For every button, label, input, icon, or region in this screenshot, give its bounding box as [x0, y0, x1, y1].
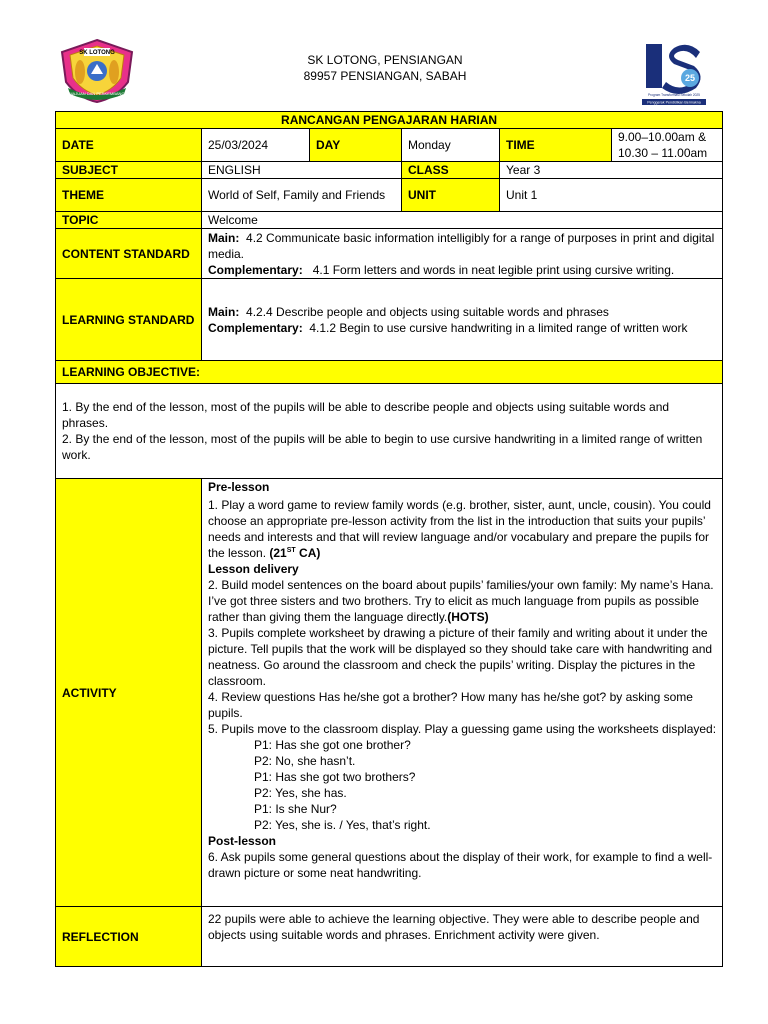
objective-row [56, 384, 723, 479]
time-value-1: 9.00–10.00am & [618, 130, 707, 144]
content-main: 4.2 Communicate basic information intelligibly for a range of purposes in print and digital media. [208, 230, 715, 261]
school-crest-logo [58, 38, 136, 104]
school-name: SK LOTONG, PENSIANGAN [307, 53, 463, 67]
activity-row [56, 479, 723, 907]
theme-value: World of Self, Family and Friends [202, 179, 402, 212]
reflection-value: 22 pupils were able to achieve the learning objective. They were able to describe people and objects using suitable words and phrases. Enrichment activity were given. [202, 907, 723, 967]
learning-objective-value [56, 384, 723, 479]
objective-label-row [56, 361, 723, 384]
theme-row [56, 179, 723, 212]
reflection-label: REFLECTION [56, 907, 202, 967]
content-main-label: Main: [208, 230, 240, 245]
step-1-tag-sup: ST [286, 547, 296, 554]
time-label: TIME [500, 129, 612, 162]
topic-label: TOPIC [56, 212, 202, 229]
activity-step-3: 3. Pupils complete worksheet by drawing a picture of their family and writing about it under the picture. Tell pupils that the work will be displayed so they should take care with handwriting and neatness. Go around the classroom and check the pupils’ writing. Display the pictures in the classroom. [208, 626, 713, 688]
learning-main-label: Main: [208, 304, 240, 319]
step-1-tag-b: CA) [295, 546, 321, 560]
time-value [612, 129, 723, 162]
content-standard-row [56, 229, 723, 279]
content-standard-value [202, 229, 723, 279]
post-lesson-heading: Post-lesson [208, 834, 277, 848]
reflection-row [56, 907, 723, 967]
topic-row [56, 212, 723, 229]
program-logo-text: Program Transformasi Sekolah 2025 [648, 93, 700, 97]
program-logo [640, 38, 708, 108]
unit-value: Unit 1 [500, 179, 723, 212]
learning-standard-label: LEARNING STANDARD [56, 279, 202, 361]
class-value: Year 3 [500, 162, 723, 179]
date-row [56, 129, 723, 162]
dialogue-line: P1: Has she got one brother? [254, 738, 411, 752]
objective-2: 2. By the end of the lesson, most of the pupils will be able to begin to use cursive handwriting in a limited range of written work. [62, 432, 703, 462]
learning-standard-row [56, 279, 723, 361]
day-value: Monday [402, 129, 500, 162]
learning-comp-label: Complementary: [208, 320, 303, 335]
title-row [56, 112, 723, 129]
learning-standard-value [202, 279, 723, 361]
activity-value [202, 479, 723, 907]
svg-text:25: 25 [684, 73, 696, 83]
lesson-delivery-heading: Lesson delivery [208, 562, 299, 576]
subject-label: SUBJECT [56, 162, 202, 179]
crest-motto: KEMAJUAN DAN PERKEMBANGAN [63, 91, 131, 96]
learning-comp: 4.1.2 Begin to use cursive handwriting in a limited range of written work [309, 320, 688, 335]
learning-objective-label: LEARNING OBJECTIVE: [56, 361, 723, 384]
lesson-plan-table [55, 111, 723, 967]
pre-lesson-heading: Pre-lesson [208, 480, 270, 494]
dialogue-line: P2: No, she hasn’t. [254, 754, 356, 768]
dialogue-line: P2: Yes, she is. / Yes, that’s right. [254, 818, 431, 832]
date-label: DATE [56, 129, 202, 162]
learning-main: 4.2.4 Describe people and objects using suitable words and phrases [246, 304, 609, 319]
dialogue-line: P1: Has she got two brothers? [254, 770, 416, 784]
crest-label: SK LOTONG [79, 50, 115, 56]
dialogue-line: P1: Is she Nur? [254, 802, 337, 816]
table-title: RANCANGAN PENGAJARAN HARIAN [56, 112, 723, 129]
date-value: 25/03/2024 [202, 129, 310, 162]
subject-value: ENGLISH [202, 162, 402, 179]
school-name-block [250, 52, 520, 84]
activity-label: ACTIVITY [56, 479, 202, 907]
activity-step-1: 1. Play a word game to review family words (e.g. brother, sister, aunt, uncle, cousin). You could choose an appropriate pre-lesson activity from the list in the introduction that suits your pupils’ needs and interests and that will review language and/or vocabulary and prepare the pupils for the lesson. [208, 498, 711, 560]
content-comp-label: Complementary: [208, 262, 303, 277]
school-address: 89957 PENSIANGAN, SABAH [303, 69, 467, 83]
objective-1: 1. By the end of the lesson, most of the pupils will be able to describe people and objects using suitable words and phrases. [62, 400, 670, 430]
topic-value: Welcome [202, 212, 723, 229]
activity-step-6: 6. Ask pupils some general questions about the display of their work, for example to find a well-drawn picture or some neat handwriting. [208, 850, 713, 880]
content-standard-label: CONTENT STANDARD [56, 229, 202, 279]
page-header [0, 0, 768, 112]
step-1-tag-a: (21 [269, 546, 287, 560]
activity-step-2: 2. Build model sentences on the board about pupils’ families/your own family: My name’s Hana. I’ve got three sisters and two brothers. Try to elicit as much language from pupils as possible rather than giving them the language directly. [208, 578, 714, 624]
subject-row [56, 162, 723, 179]
content-comp: 4.1 Form letters and words in neat legible print using cursive writing. [312, 262, 675, 277]
activity-step-5: 5. Pupils move to the classroom display. Play a guessing game using the worksheets displayed: [208, 722, 717, 736]
activity-step-4: 4. Review questions Has he/she got a brother? How many has he/she got? by asking some pupils. [208, 690, 693, 720]
day-label: DAY [310, 129, 402, 162]
dialogue-line: P2: Yes, she has. [254, 786, 347, 800]
class-label: CLASS [402, 162, 500, 179]
program-logo-sub: Penggerak Pendidikan Bermakna [647, 100, 701, 105]
step-2-tag: (HOTS) [447, 610, 489, 624]
theme-label: THEME [56, 179, 202, 212]
time-value-2: 10.30 – 11.00am [618, 146, 708, 160]
unit-label: UNIT [402, 179, 500, 212]
